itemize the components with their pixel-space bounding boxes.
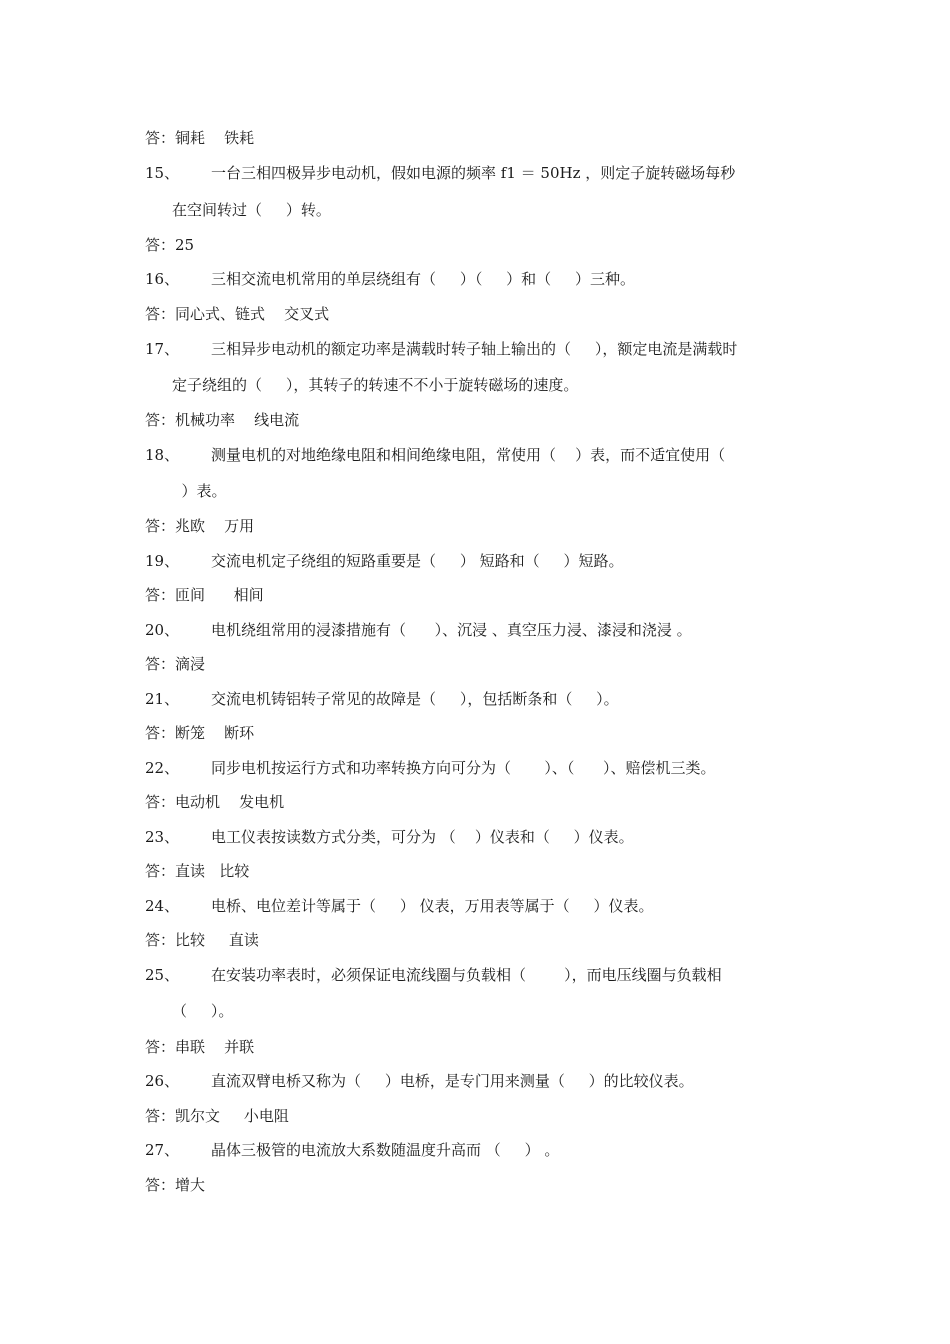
question-text: 三相交流电机常用的单层绕组有（ ）（ ）和（ ）三种。	[211, 270, 636, 288]
answer-line: 答：增大	[145, 1176, 206, 1194]
question-text: 直流双臂电桥又称为（ ）电桥，是专门用来测量（ ）的比较仪表。	[211, 1072, 694, 1090]
answer-line: 答：铜耗 铁耗	[145, 129, 255, 147]
question-number: 23、	[145, 828, 180, 846]
question-continuation: 在空间转过（ ）转。	[172, 201, 331, 219]
answer-line: 答：匝间 相间	[145, 586, 264, 604]
question-text: 三相异步电动机的额定功率是满载时转子轴上输出的（ ），额定电流是满载时	[211, 340, 738, 358]
question-number: 18、	[145, 446, 180, 464]
question-text: 电桥、电位差计等属于（ ） 仪表，万用表等属于（ ）仪表。	[211, 897, 654, 915]
question-number: 21、	[145, 690, 180, 708]
question-number: 17、	[145, 340, 180, 358]
question-text: 一台三相四极异步电动机，假如电源的频率 f1 ＝ 50Hz ，则定子旋转磁场每秒	[211, 164, 736, 182]
question-continuation: 定子绕组的（ ），其转子的转速不不小于旋转磁场的速度。	[172, 376, 579, 394]
answer-line: 答：比较 直读	[145, 931, 259, 949]
question-number: 24、	[145, 897, 180, 915]
answer-line: 答：滴浸	[145, 655, 206, 673]
question-continuation: （ ）。	[172, 1002, 234, 1020]
question-number: 26、	[145, 1072, 180, 1090]
question-number: 19、	[145, 552, 180, 570]
question-text: 交流电机定子绕组的短路重要是（ ） 短路和（ ）短路。	[211, 552, 624, 570]
question-text: 测量电机的对地绝缘电阻和相间绝缘电阻，常使用（ ）表，而不适宜使用（	[211, 446, 726, 464]
answer-line: 答：直读 比较	[145, 862, 250, 880]
question-text: 电机绕组常用的浸漆措施有（ ）、沉浸 、真空压力浸、漆浸和浇浸 。	[211, 621, 692, 639]
question-number: 20、	[145, 621, 180, 639]
question-number: 27、	[145, 1141, 180, 1159]
question-number: 25、	[145, 966, 180, 984]
answer-line: 答：断笼 断环	[145, 724, 255, 742]
question-text: 交流电机铸铝转子常见的故障是（ ），包括断条和（ ）。	[211, 690, 619, 708]
question-number: 15、	[145, 164, 180, 182]
answer-line: 答：25	[145, 236, 195, 254]
question-number: 16、	[145, 270, 180, 288]
question-text: 在安装功率表时，必须保证电流线圈与负载相（ ），而电压线圈与负载相	[211, 966, 722, 984]
question-text: 晶体三极管的电流放大系数随温度升高而 （ ） 。	[211, 1141, 560, 1159]
answer-line: 答：同心式、链式 交叉式	[145, 305, 330, 323]
question-continuation: ）表。	[172, 482, 227, 500]
question-text: 电工仪表按读数方式分类，可分为 （ ）仪表和（ ）仪表。	[211, 828, 634, 846]
question-text: 同步电机按运行方式和功率转换方向可分为（ ）、（ ）、赔偿机三类。	[211, 759, 716, 777]
answer-line: 答：串联 并联	[145, 1038, 255, 1056]
answer-line: 答：机械功率 线电流	[145, 411, 300, 429]
answer-line: 答：凯尔文 小电阻	[145, 1107, 289, 1125]
answer-line: 答：兆欧 万用	[145, 517, 255, 535]
answer-line: 答：电动机 发电机	[145, 793, 285, 811]
question-number: 22、	[145, 759, 180, 777]
